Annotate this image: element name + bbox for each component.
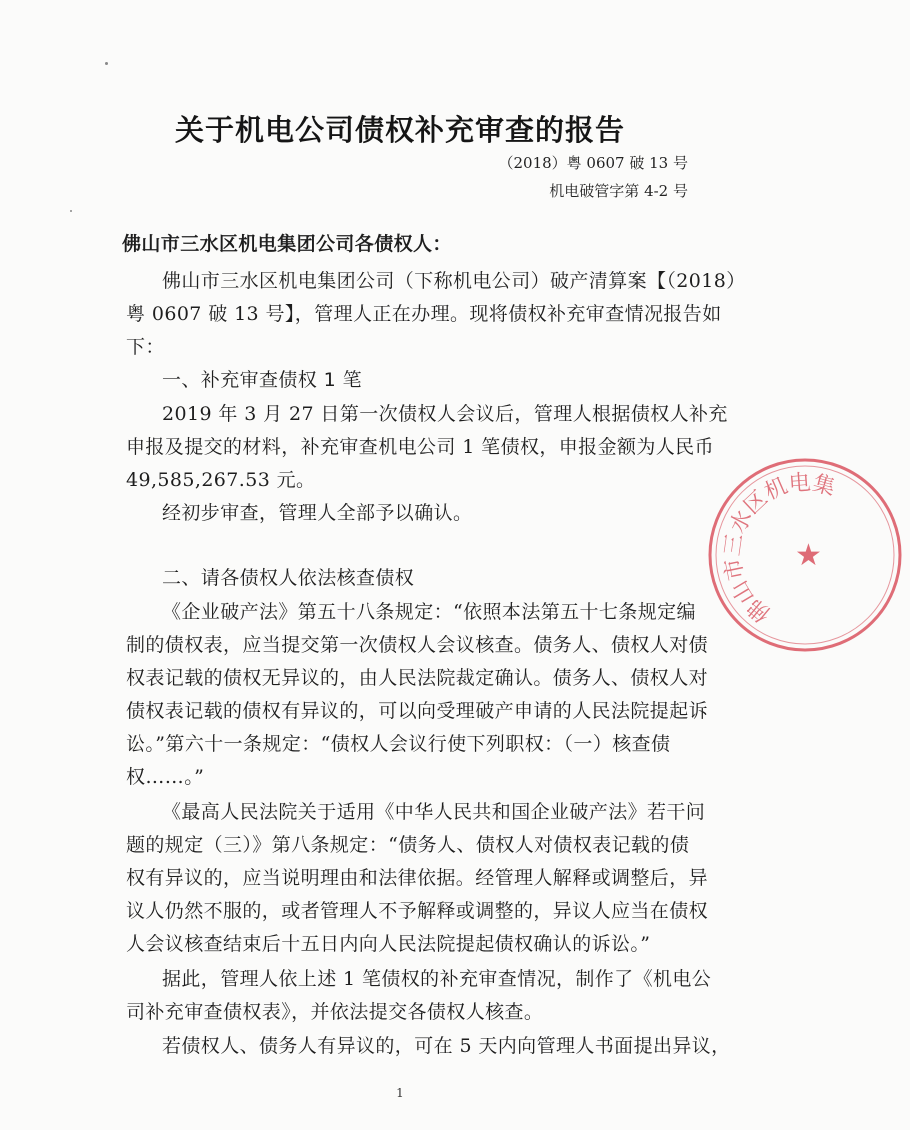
seal-lettering: 佛山市三水区机电集 bbox=[720, 470, 838, 627]
page-number: 1 bbox=[396, 1086, 404, 1100]
body-line: 权表记载的债权无异议的，由人民法院裁定确认。债务人、债权人对 bbox=[126, 667, 709, 689]
body-line: 粤 0607 破 13 号】，管理人正在办理。现将债权补充审查情况报告如 bbox=[126, 303, 722, 325]
body-line: 佛山市三水区机电集团公司（下称机电公司）破产清算案【（2018） bbox=[162, 270, 746, 292]
section-heading: 一、补充审查债权 1 笔 bbox=[162, 369, 362, 391]
svg-text:★: ★ bbox=[795, 538, 822, 573]
document-number: 机电破管字第 4-2 号 bbox=[549, 182, 688, 200]
body-line: 制的债权表，应当提交第一次债权人会议核查。债务人、债权人对债 bbox=[126, 634, 709, 656]
scan-speck bbox=[70, 210, 72, 212]
section-heading: 二、请各债权人依法核查债权 bbox=[162, 567, 415, 589]
body-line: 若债权人、债务人有异议的，可在 5 天内向管理人书面提出异议， bbox=[162, 1035, 731, 1057]
official-seal bbox=[700, 450, 910, 660]
scan-speck bbox=[105, 62, 108, 65]
body-line: 题的规定（三）》第八条规定：“债务人、债权人对债权表记载的债 bbox=[126, 834, 690, 856]
body-line: 债权表记载的债权有异议的，可以向受理破产申请的人民法院提起诉 bbox=[126, 700, 709, 722]
body-line: 据此，管理人依上述 1 笔债权的补充审查情况，制作了《机电公 bbox=[162, 968, 712, 990]
body-line: 权……。” bbox=[126, 766, 205, 788]
body-line: 经初步审查，管理人全部予以确认。 bbox=[162, 502, 473, 524]
body-line: 讼。”第六十一条规定：“债权人会议行使下列职权：（一）核查债 bbox=[126, 733, 671, 755]
body-line: 人会议核查结束后十五日内向人民法院提起债权确认的诉讼。” bbox=[126, 933, 651, 955]
body-line: 议人仍然不服的，或者管理人不予解释或调整的，异议人应当在债权 bbox=[126, 900, 709, 922]
body-line: 司补充审查债权表》，并依法提交各债权人核查。 bbox=[126, 1001, 544, 1023]
body-line: 《最高人民法院关于适用《中华人民共和国企业破产法》若干问 bbox=[162, 801, 706, 823]
body-line: 权有异议的，应当说明理由和法律依据。经管理人解释或调整后，异 bbox=[126, 867, 709, 889]
addressee: 佛山市三水区机电集团公司各债权人： bbox=[122, 233, 452, 255]
body-line: 《企业破产法》第五十八条规定：“依照本法第五十七条规定编 bbox=[162, 601, 696, 623]
case-number: （2018）粤 0607 破 13 号 bbox=[498, 154, 688, 172]
body-line: 申报及提交的材料，补充审查机电公司 1 笔债权，申报金额为人民币 bbox=[126, 436, 714, 458]
body-line: 2019 年 3 月 27 日第一次债权人会议后，管理人根据债权人补充 bbox=[162, 403, 728, 425]
body-line: 下： bbox=[126, 336, 165, 358]
claim-amount: 49,585,267.53 元。 bbox=[126, 469, 316, 491]
page-title: 关于机电公司债权补充审查的报告 bbox=[174, 113, 625, 147]
